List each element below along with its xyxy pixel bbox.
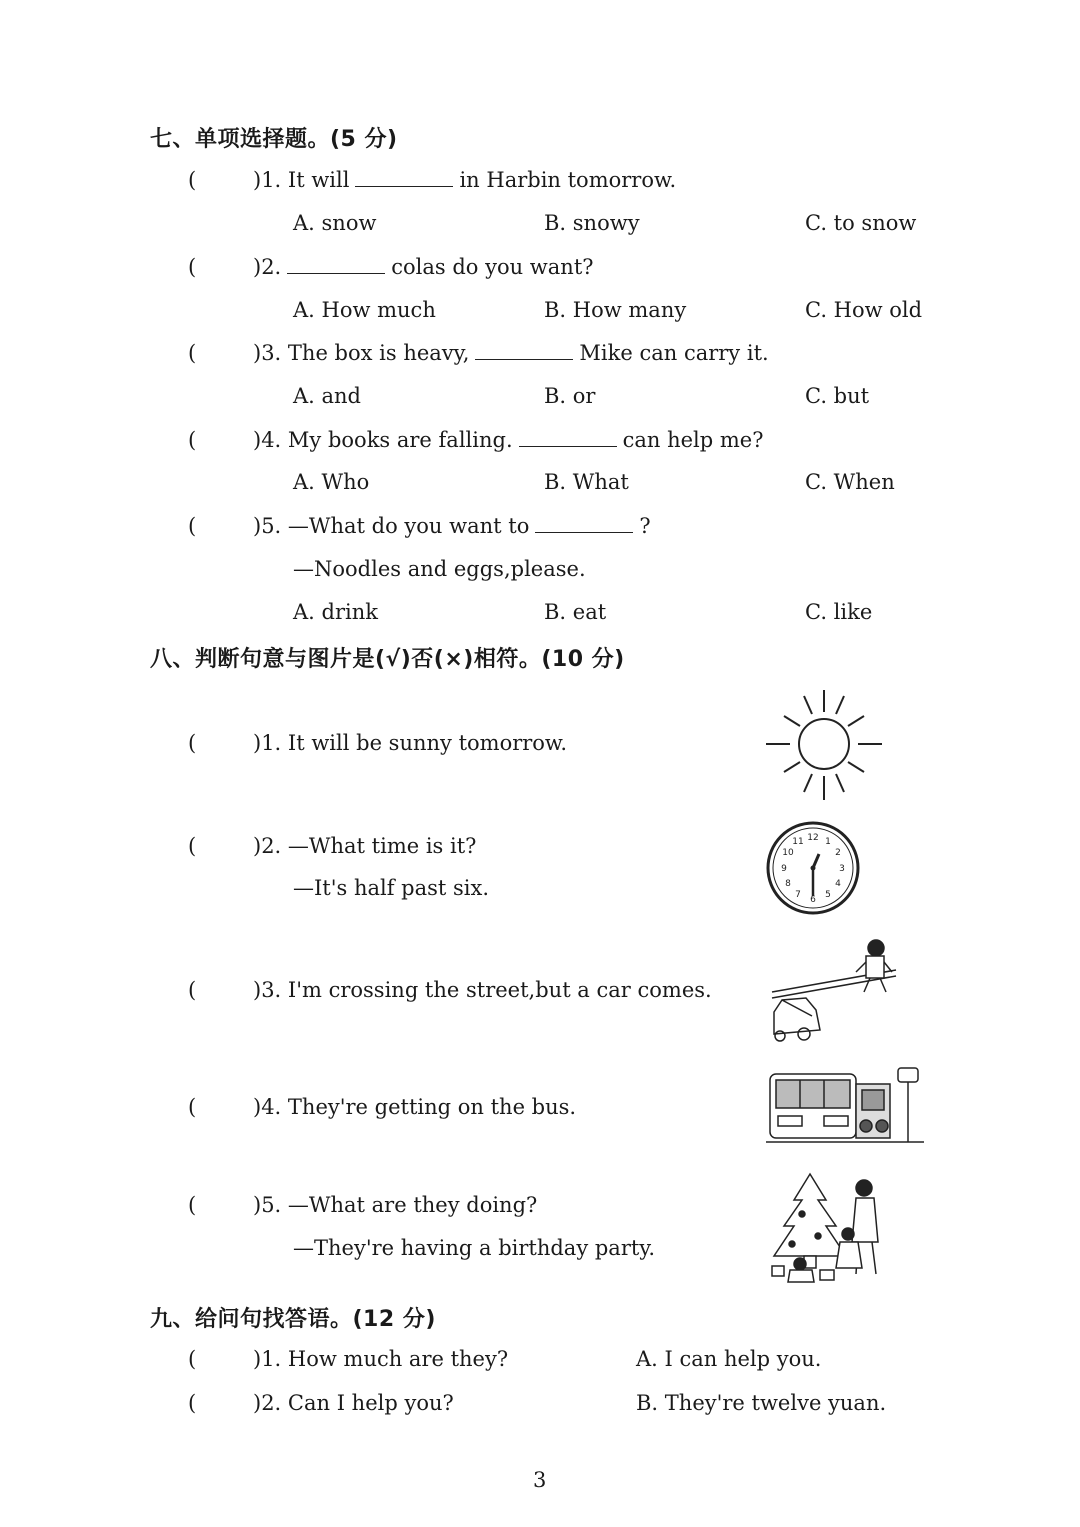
clock-number-11: 11 — [792, 837, 804, 847]
answer-paren-open: ( — [188, 834, 197, 858]
question-number: )3. — [253, 341, 282, 365]
section-7-heading: 七、单项选择题。(5 分) — [150, 127, 398, 152]
option-a: A. drink — [293, 600, 378, 624]
question-stem-before: My books are falling. — [287, 428, 513, 452]
item-number: )1. — [253, 731, 282, 755]
answer-blank — [535, 531, 633, 533]
item-8-5 — [253, 1193, 537, 1217]
answer-paren-open: ( — [188, 255, 197, 279]
clock-number-3: 3 — [839, 864, 845, 874]
clock-number-1: 1 — [825, 837, 831, 847]
option-c: C. to snow — [805, 211, 917, 235]
option-c: C. How old — [805, 298, 923, 322]
clock-number-5: 5 — [825, 890, 831, 900]
item-number: )4. — [253, 1095, 282, 1119]
street-crossing-picture — [768, 934, 900, 1046]
item-number: )2. — [253, 1391, 282, 1415]
section-8-heading: 八、判断句意与图片是(√)否(×)相符。(10 分) — [150, 647, 625, 672]
option-a: A. snow — [293, 211, 377, 235]
item-8-2-line2: —It's half past six. — [293, 876, 490, 900]
clock-picture — [765, 820, 861, 916]
option-b: B. What — [544, 470, 629, 494]
question-7-1 — [253, 168, 676, 192]
clock-number-10: 10 — [782, 848, 794, 858]
answer-paren-open: ( — [188, 428, 197, 452]
item-text: I'm crossing the street,but a car comes. — [287, 978, 712, 1002]
answer-blank — [519, 445, 617, 447]
answer-option-b: B. They're twelve yuan. — [636, 1391, 887, 1415]
bus-picture — [766, 1064, 924, 1148]
answer-blank — [475, 358, 573, 360]
christmas-tree-picture — [766, 1170, 890, 1286]
question-7-3 — [253, 341, 769, 365]
clock-number-4: 4 — [835, 879, 841, 889]
item-text: They're getting on the bus. — [287, 1095, 577, 1119]
answer-paren-open: ( — [188, 978, 197, 1002]
option-b: B. or — [544, 384, 596, 408]
clock-number-7: 7 — [795, 890, 801, 900]
answer-paren-open: ( — [188, 1347, 197, 1371]
answer-blank — [287, 272, 385, 274]
question-7-5 — [253, 514, 651, 538]
option-b: B. eat — [544, 600, 607, 624]
clock-number-2: 2 — [835, 848, 841, 858]
answer-paren-open: ( — [188, 1391, 197, 1415]
item-number: )1. — [253, 1347, 282, 1371]
answer-option-a: A. I can help you. — [636, 1347, 822, 1371]
option-b: B. snowy — [544, 211, 640, 235]
option-a: A. Who — [293, 470, 370, 494]
section-9-heading: 九、给问句找答语。(12 分) — [150, 1307, 436, 1332]
question-7-2 — [253, 255, 594, 279]
answer-paren-open: ( — [188, 1095, 197, 1119]
item-question: How much are they? — [287, 1347, 509, 1371]
clock-number-12: 12 — [807, 833, 819, 843]
option-c: C. When — [805, 470, 895, 494]
item-8-1 — [253, 731, 567, 755]
clock-number-6: 6 — [810, 895, 816, 905]
page-number: 3 — [533, 1468, 547, 1492]
answer-paren-open: ( — [188, 731, 197, 755]
question-number: )4. — [253, 428, 282, 452]
question-7-5-line2: —Noodles and eggs,please. — [293, 557, 586, 581]
clock-number-8: 8 — [785, 879, 791, 889]
item-8-3 — [253, 978, 712, 1002]
option-a: A. and — [293, 384, 362, 408]
sun-picture — [762, 686, 886, 804]
item-9-1 — [253, 1347, 508, 1371]
item-9-2 — [253, 1391, 454, 1415]
answer-paren-open: ( — [188, 341, 197, 365]
option-b: B. How many — [544, 298, 687, 322]
question-number: )5. — [253, 514, 282, 538]
question-stem-after: can help me? — [622, 428, 764, 452]
question-stem-after: Mike can carry it. — [579, 341, 769, 365]
question-stem-before: The box is heavy, — [287, 341, 470, 365]
question-stem-after: ? — [639, 514, 651, 538]
item-question: Can I help you? — [287, 1391, 454, 1415]
item-number: )3. — [253, 978, 282, 1002]
item-text: It will be sunny tomorrow. — [287, 731, 568, 755]
question-number: )1. — [253, 168, 282, 192]
question-number: )2. — [253, 255, 282, 279]
item-text: —What are they doing? — [287, 1193, 538, 1217]
option-c: C. but — [805, 384, 870, 408]
item-8-5-line2: —They're having a birthday party. — [293, 1236, 656, 1260]
item-8-2 — [253, 834, 476, 858]
answer-paren-open: ( — [188, 1193, 197, 1217]
question-stem-after: colas do you want? — [391, 255, 594, 279]
answer-paren-open: ( — [188, 514, 197, 538]
item-text: —What time is it? — [287, 834, 477, 858]
question-stem-before: —What do you want to — [287, 514, 530, 538]
clock-number-9: 9 — [781, 864, 787, 874]
option-c: C. like — [805, 600, 873, 624]
question-7-4 — [253, 428, 764, 452]
question-stem-after: in Harbin tomorrow. — [459, 168, 677, 192]
question-stem-before: It will — [287, 168, 350, 192]
answer-blank — [355, 185, 453, 187]
item-number: )5. — [253, 1193, 282, 1217]
item-8-4 — [253, 1095, 576, 1119]
answer-paren-open: ( — [188, 168, 197, 192]
item-number: )2. — [253, 834, 282, 858]
option-a: A. How much — [293, 298, 436, 322]
